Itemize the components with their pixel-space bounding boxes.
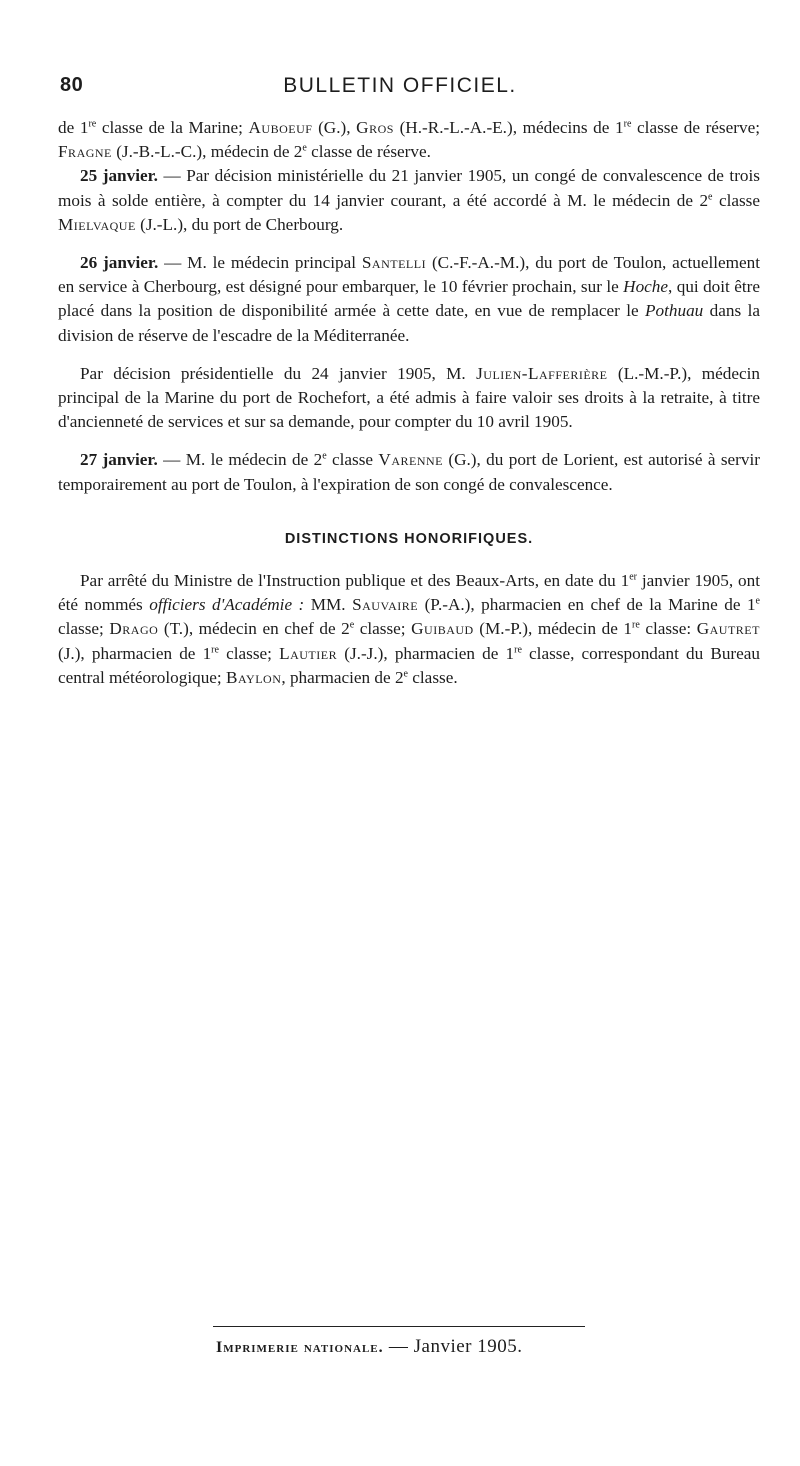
paragraph-5: 27 janvier. — M. le médecin de 2e classe Varenne (G.), du port de Lorient, est autorisé à servir temporairement au port de Toulon, à l'expiration de son congé de convalescence. xyxy=(58,450,760,494)
award-title: officiers d'Académie : xyxy=(149,595,305,615)
entry-date: 26 janvier. xyxy=(80,253,159,273)
person-name: Sauvaire xyxy=(352,595,419,615)
person-name: Gros xyxy=(356,118,394,137)
person-name: Gautret xyxy=(696,619,760,639)
page-footer xyxy=(216,1336,596,1358)
person-name: Santelli xyxy=(361,253,427,273)
ship-name: Hoche xyxy=(623,277,669,297)
person-name: Fragne xyxy=(58,142,112,162)
person-name: Auboeuf xyxy=(248,118,313,137)
person-name: Lautier xyxy=(279,643,338,663)
section-heading: DISTINCTIONS HONORIFIQUES. xyxy=(284,530,534,547)
paragraph-1: de 1re classe de la Marine; Auboeuf (G.), Gros (H.-R.-L.-A.-E.), médecins de 1re classe de réserve; Fragne (J.-B.-L.-C.), médecin de 2e classe de réserve. xyxy=(58,118,760,162)
person-name: Drago xyxy=(109,619,159,639)
footer-separator: — xyxy=(383,1336,414,1357)
entry-date: 25 janvier. xyxy=(80,166,158,186)
paragraph-2: 25 janvier. — Par décision ministérielle du 21 janvier 1905, un congé de convalescence de trois mois à solde entière, à compter du 14 janvier courant, a été accordé à M. le médecin de 2e classe Mielvaque (J.-L.), du port de Cherbourg. xyxy=(58,166,760,234)
person-name: Mielvaque xyxy=(58,214,136,234)
person-name: Baylon xyxy=(226,667,282,687)
footer-divider xyxy=(213,1326,585,1327)
person-name: Julien-Lafferière xyxy=(476,363,608,383)
page-header xyxy=(60,74,740,108)
page-body xyxy=(58,116,760,690)
ship-name: Pothuau xyxy=(645,301,704,321)
running-title: BULLETIN OFFICIEL. xyxy=(283,74,517,97)
person-name: Guibaud xyxy=(411,619,474,639)
page-number: 80 xyxy=(60,74,84,96)
paragraph-3: 26 janvier. — M. le médecin principal Santelli (C.-F.-A.-M.), du port de Toulon, actuellement en service à Cherbourg, est désigné pour embarquer, le 10 février prochain, sur le Hoche, qui doit être placé dans la position de disponibilité armée à cette date, en vue de remplacer le Pothuau dans la division de réserve de l'escadre de la Méditerranée. xyxy=(58,253,760,345)
paragraph-6: Par arrêté du Ministre de l'Instruction publique et des Beaux-Arts, en date du 1er janvier 1905, ont été nommés officiers d'Académie : MM. Sauvaire (P.-A.), pharmacien en chef de la Marine de 1e classe; Drago (T.), médecin en chef de 2e classe; Guibaud (M.-P.), médecin de 1re classe: Gautret (J.), pharmacien de 1re classe; Lautier (J.-J.), pharmacien de 1re classe, correspondant du Bureau central météorologique; Baylon, pharmacien de 2e classe. xyxy=(58,571,761,687)
paragraph-4: Par décision présidentielle du 24 janvier 1905, M. Julien-Lafferière (L.-M.-P.), médecin principal de la Marine du port de Rochefort, a été admis à faire valoir ses droits à la retraite, à titre d'ancienneté de services et sur sa demande, pour compter du 10 avril 1905. xyxy=(58,363,760,432)
printer-name: Imprimerie nationale. xyxy=(216,1339,384,1356)
print-date: Janvier 1905. xyxy=(413,1336,523,1357)
person-name: Varenne xyxy=(378,450,443,470)
entry-date: 27 janvier. xyxy=(80,450,158,470)
